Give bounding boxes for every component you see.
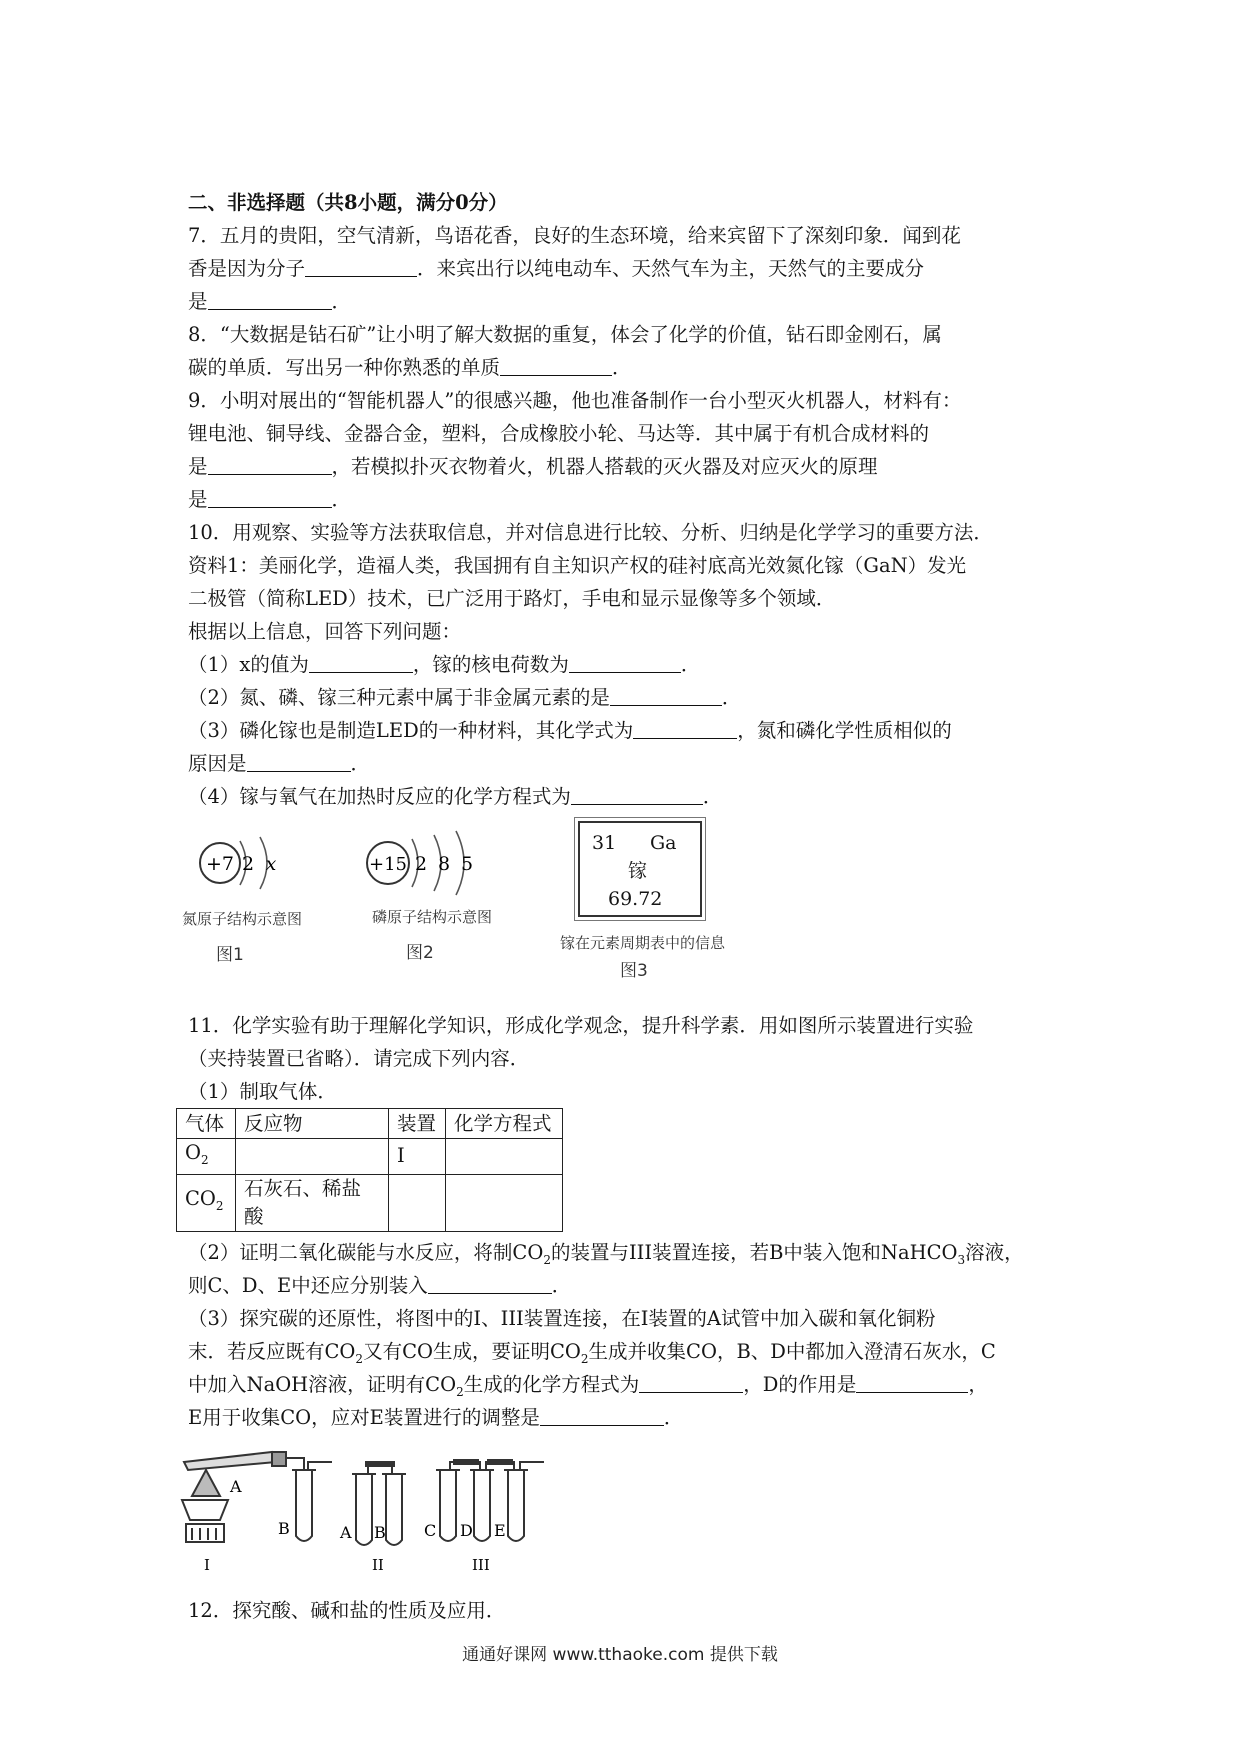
- table-cell[interactable]: [446, 1174, 563, 1231]
- table-cell: I: [389, 1139, 446, 1175]
- phosphorus-caption: 磷原子结构示意图: [372, 908, 493, 926]
- q12-line1: 12．探究酸、碱和盐的性质及应用．: [188, 1598, 506, 1622]
- answer-blank[interactable]: [208, 487, 332, 508]
- answer-blank[interactable]: [428, 1273, 552, 1294]
- label-c: C: [424, 1520, 437, 1540]
- q10-line1: 10．用观察、实验等方法获取信息，并对信息进行比较、分析、归纳是化学学习的重要方法．: [188, 521, 993, 544]
- label-device-iii: III: [472, 1555, 490, 1574]
- table-row: [177, 1174, 563, 1231]
- table-cell: $CO_2$: [177, 1174, 236, 1231]
- phosphorus-atom-diagram: [356, 823, 516, 903]
- q9-line2: 锂电池、铜导线、金器合金，塑料，合成橡胶小轮、马达等．其中属于有机合成材料的: [188, 422, 930, 445]
- table-header: 反应物: [236, 1109, 389, 1139]
- q11-part3-line2: 末．若反应既有$CO_2$又有CO生成，要证明$CO_2$生成并收集CO，B、D中都加入澄清石灰水，C: [188, 1339, 996, 1366]
- nitrogen-shell2: x: [265, 853, 277, 875]
- phosphorus-shell3: 5: [460, 853, 474, 875]
- table-cell[interactable]: [236, 1139, 389, 1175]
- q10-part1: （1）x的值为 ，镓的核电荷数为 ．: [188, 653, 701, 676]
- q11-part1: （1）制取气体．: [188, 1080, 337, 1103]
- gallium-caption: 镓在元素周期表中的信息: [560, 934, 726, 952]
- phosphorus-shell2: 8: [437, 853, 451, 875]
- tube-b-device-i: [292, 1462, 332, 1541]
- answer-blank[interactable]: [500, 355, 612, 376]
- q8-line1: 8．“大数据是钻石矿”让小明了解大数据的重复，体会了化学的价值，钻石即金刚石，属: [188, 323, 942, 346]
- gallium-element-card: [578, 821, 702, 917]
- label-device-ii: II: [372, 1555, 384, 1574]
- table-header: 气体: [177, 1109, 236, 1139]
- table-header: 装置: [389, 1109, 446, 1139]
- label-a2: A: [340, 1522, 352, 1542]
- table-header: 化学方程式: [446, 1109, 563, 1139]
- table-header-row: [177, 1109, 563, 1139]
- q7-line3: 是 ．: [188, 290, 352, 313]
- nitrogen-atom-diagram: [188, 823, 328, 903]
- gas-table: [176, 1108, 563, 1232]
- label-a1: A: [230, 1476, 242, 1496]
- answer-blank[interactable]: [208, 289, 332, 310]
- q11-part3: （3）探究碳的还原性，将图中的I、III装置连接，在I装置的A试管中加入碳和氧化铜粉: [188, 1306, 936, 1330]
- nitrogen-nucleus: +7: [205, 853, 235, 875]
- answer-blank[interactable]: [610, 685, 722, 706]
- answer-blank[interactable]: [633, 718, 737, 739]
- label-b2: B: [374, 1522, 386, 1542]
- label-e: E: [494, 1520, 506, 1540]
- nitrogen-shell1: 2: [241, 853, 255, 875]
- q10-line2: 资料1：美丽化学，造福人类，我国拥有自主知识产权的硅衬底高光效氮化镓（GaN）发光: [188, 554, 967, 577]
- q11-part2: （2）证明二氧化碳能与水反应，将制$CO_2$的装置与III装置连接，若B中装入饱和NaHCO$_3$溶液，: [188, 1240, 1024, 1267]
- gallium-symbol: Ga: [650, 832, 677, 854]
- section-heading: 二、非选择题（共8小题，满分0分）: [188, 191, 508, 214]
- table-cell: 石灰石、稀盐酸: [236, 1174, 389, 1231]
- q11-part3-line4: E用于收集CO，应对E装置进行的调整是 ．: [188, 1405, 684, 1429]
- q10-part3-cont: 原因是 ．: [188, 752, 371, 775]
- answer-blank[interactable]: [571, 784, 703, 805]
- q7-line1: 7．五月的贵阳，空气清新，鸟语花香，良好的生态环境，给来宾留下了深刻印象．闻到花: [188, 224, 961, 247]
- q11-part2-cont: 则C、D、E中还应分别装入 ．: [188, 1273, 572, 1297]
- fig2-label: 图2: [406, 943, 434, 963]
- answer-blank[interactable]: [247, 751, 351, 772]
- fig3-label: 图3: [620, 961, 648, 981]
- answer-blank[interactable]: [309, 652, 413, 673]
- table-cell[interactable]: [446, 1139, 563, 1175]
- label-b1: B: [278, 1518, 290, 1538]
- gallium-number: 31: [592, 832, 617, 854]
- gallium-mass: 69.72: [608, 888, 663, 910]
- page-footer: 通通好课网 www.tthaoke.com 提供下载: [462, 1645, 778, 1665]
- table-row: [177, 1139, 563, 1175]
- question-content: [182, 186, 1068, 1627]
- q11-line1: 11．化学实验有助于理解化学知识，形成化学观念，提升科学素．用如图所示装置进行实验: [188, 1014, 974, 1037]
- answer-blank[interactable]: [305, 256, 417, 277]
- q8-line2: 碳的单质．写出另一种你熟悉的单质 ．: [188, 356, 632, 379]
- phosphorus-nucleus: +15: [369, 854, 407, 875]
- q9-line4: 是 ．: [188, 488, 352, 511]
- q11-part3-line3: 中加入NaOH溶液，证明有$CO_2$生成的化学方程式为 ，D的作用是 ，: [188, 1372, 988, 1399]
- device-iii: [436, 1460, 544, 1541]
- q9-line1: 9．小明对展出的“智能机器人”的很感兴趣，他也准备制作一台小型灭火机器人，材料有：: [188, 389, 962, 412]
- table-cell: $O_2$: [177, 1139, 236, 1175]
- answer-blank[interactable]: [856, 1372, 968, 1393]
- answer-blank[interactable]: [569, 652, 681, 673]
- phosphorus-shell1: 2: [414, 853, 428, 875]
- fig1-label: 图1: [216, 945, 244, 965]
- answer-blank[interactable]: [208, 454, 332, 475]
- nitrogen-caption: 氮原子结构示意图: [182, 910, 303, 928]
- q10-part2: （2）氮、磷、镓三种元素中属于非金属元素的是 ．: [188, 686, 742, 709]
- q10-line3: 二极管（简称LED）技术，已广泛用于路灯，手电和显示显像等多个领域．: [188, 587, 836, 610]
- answer-blank[interactable]: [639, 1372, 743, 1393]
- apparatus-diagram: [172, 1440, 592, 1590]
- label-device-i: I: [204, 1555, 210, 1574]
- q10-line4: 根据以上信息，回答下列问题：: [188, 620, 462, 643]
- q7-line2: 香是因为分子 ．来宾出行以纯电动车、天然气车为主，天然气的主要成分: [188, 257, 925, 280]
- q11-apparatus-figure: [188, 1434, 1068, 1594]
- answer-blank[interactable]: [540, 1405, 664, 1426]
- q11-line2: （夹持装置已省略）．请完成下列内容．: [188, 1047, 530, 1070]
- table-cell[interactable]: [389, 1174, 446, 1231]
- q10-part4: （4）镓与氧气在加热时反应的化学方程式为 ．: [188, 785, 723, 808]
- label-d: D: [460, 1520, 473, 1540]
- q10-part3: （3）磷化镓也是制造LED的一种材料，其化学式为 ，氮和磷化学性质相似的: [188, 719, 952, 742]
- q10-figures: [182, 813, 1068, 995]
- q9-line3: 是 ，若模拟扑灭衣物着火，机器人搭载的灭火器及对应灭火的原理: [188, 455, 878, 478]
- gallium-name: 镓: [628, 860, 648, 882]
